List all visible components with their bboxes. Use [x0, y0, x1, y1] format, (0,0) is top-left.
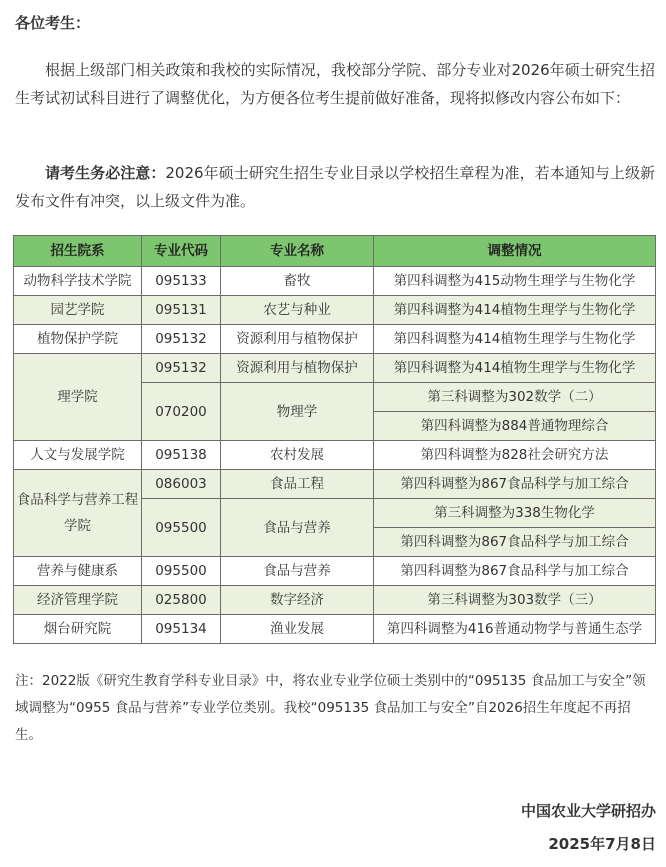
- signature-date: 2025年7月8日: [548, 835, 656, 853]
- cell-college: 营养与健康系: [14, 557, 142, 586]
- cell-code: 095131: [142, 296, 221, 325]
- attention-paragraph: [15, 159, 655, 215]
- table-row: [14, 441, 656, 470]
- cell-code: 070200: [142, 383, 221, 441]
- table-row: [14, 325, 656, 354]
- table-row: [14, 354, 656, 383]
- cell-college: 人文与发展学院: [14, 441, 142, 470]
- header-name: 专业名称: [221, 236, 374, 267]
- cell-name: 畜牧: [221, 267, 374, 296]
- cell-code: 095500: [142, 499, 221, 557]
- cell-name: 资源利用与植物保护: [221, 354, 374, 383]
- cell-adjustment: 第四科调整为414植物生理学与生物化学: [374, 296, 656, 325]
- table-row: [14, 557, 656, 586]
- cell-adjustment: 第四科调整为415动物生理学与生物化学: [374, 267, 656, 296]
- cell-code: 086003: [142, 470, 221, 499]
- cell-college: 园艺学院: [14, 296, 142, 325]
- cell-adjustment: 第三科调整为302数学（二）: [374, 383, 656, 412]
- cell-code: 095500: [142, 557, 221, 586]
- attention-lead: 请考生务必注意：: [45, 164, 166, 182]
- cell-name: 渔业发展: [221, 615, 374, 644]
- table-header-row: [14, 236, 656, 267]
- table-row: [14, 586, 656, 615]
- cell-name: 数字经济: [221, 586, 374, 615]
- cell-college: 经济管理学院: [14, 586, 142, 615]
- cell-adjustment: 第四科调整为867食品科学与加工综合: [374, 528, 656, 557]
- adjustment-table: [13, 235, 656, 644]
- cell-adjustment: 第四科调整为828社会研究方法: [374, 441, 656, 470]
- cell-adjustment: 第四科调整为414植物生理学与生物化学: [374, 325, 656, 354]
- cell-code: 095134: [142, 615, 221, 644]
- cell-code: 095138: [142, 441, 221, 470]
- cell-code: 095132: [142, 354, 221, 383]
- header-code: 专业代码: [142, 236, 221, 267]
- signature-org: 中国农业大学研招办: [520, 802, 656, 820]
- cell-adjustment: 第四科调整为867食品科学与加工综合: [374, 470, 656, 499]
- cell-name: 物理学: [221, 383, 374, 441]
- header-adjustment: 调整情况: [374, 236, 656, 267]
- cell-adjustment: 第四科调整为416普通动物学与普通生态学: [374, 615, 656, 644]
- cell-adjustment: 第四科调整为884普通物理综合: [374, 412, 656, 441]
- cell-name: 食品工程: [221, 470, 374, 499]
- cell-name: 农艺与种业: [221, 296, 374, 325]
- cell-adjustment: 第四科调整为414植物生理学与生物化学: [374, 354, 656, 383]
- cell-name: 资源利用与植物保护: [221, 325, 374, 354]
- attention-text: 2026年硕士研究生招生专业目录以学校招生章程为准，若本通知与上级新发布文件有冲突，以上级文件为准。: [15, 164, 655, 210]
- cell-college: 植物保护学院: [14, 325, 142, 354]
- greeting: 各位考生：: [15, 14, 91, 32]
- cell-name: 农村发展: [221, 441, 374, 470]
- cell-college: 食品科学与营养工程学院: [14, 470, 142, 557]
- table-row: [14, 296, 656, 325]
- header-college: 招生院系: [14, 236, 142, 267]
- table-row: [14, 267, 656, 296]
- cell-name: 食品与营养: [221, 499, 374, 557]
- cell-name: 食品与营养: [221, 557, 374, 586]
- footnote: 注：2022版《研究生教育学科专业目录》中，将农业专业学位硕士类别中的“095135 食品加工与安全”领域调整为“0955 食品与营养”专业学位类别。我校“095135 食品加工与安全”自2026招生年度起不再招生。: [15, 673, 646, 743]
- cell-code: 095133: [142, 267, 221, 296]
- cell-adjustment: 第三科调整为338生物化学: [374, 499, 656, 528]
- table-row: [14, 470, 656, 499]
- cell-college: 理学院: [14, 354, 142, 441]
- cell-adjustment: 第三科调整为303数学（三）: [374, 586, 656, 615]
- cell-adjustment: 第四科调整为867食品科学与加工综合: [374, 557, 656, 586]
- intro-paragraph: 根据上级部门相关政策和我校的实际情况，我校部分学院、部分专业对2026年硕士研究生招生考试初试科目进行了调整优化，为方便各位考生提前做好准备，现将拟修改内容公布如下：: [15, 61, 655, 107]
- cell-code: 025800: [142, 586, 221, 615]
- cell-college: 动物科学技术学院: [14, 267, 142, 296]
- cell-code: 095132: [142, 325, 221, 354]
- table-row: [14, 615, 656, 644]
- cell-college: 烟台研究院: [14, 615, 142, 644]
